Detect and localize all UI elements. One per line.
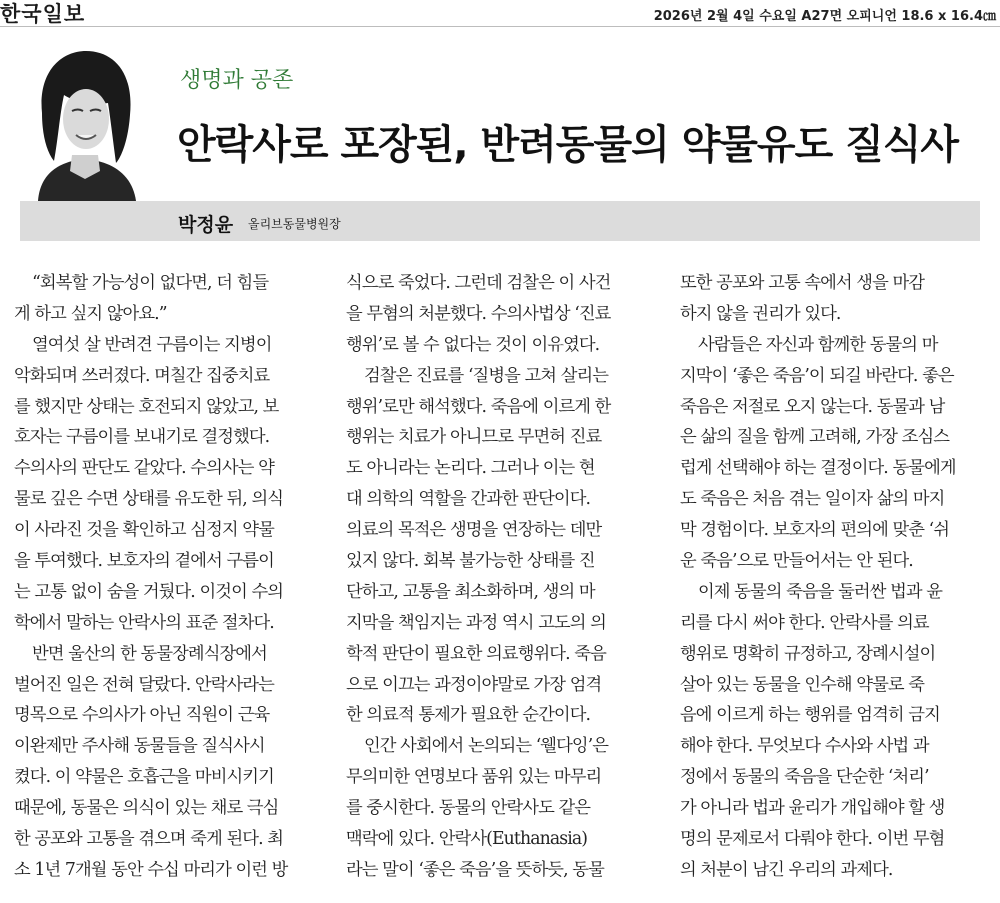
article-text-line: 물로 깊은 수면 상태를 유도한 뒤, 의식 <box>14 489 284 510</box>
article-text-line: 또한 공포와 고통 속에서 생을 마감 <box>680 273 925 293</box>
byline-bar <box>20 201 980 241</box>
article-text-line: 을 투여했다. 보호자의 곁에서 구름이 <box>14 551 274 572</box>
article-text-line: 리를 다시 써야 한다. 안락사를 의료 <box>680 612 929 633</box>
article-text-line: 호자는 구름이를 보내기로 결정했다. <box>14 427 270 448</box>
article-text-line: 열여섯 살 반려견 구름이는 지병이 <box>32 334 272 355</box>
article-text-line: 가 아니라 법과 윤리가 개입해야 할 생 <box>680 798 945 819</box>
article-text-line: 도 아니라는 논리다. 그러나 이는 현 <box>346 458 595 479</box>
article-text-line: 죽음은 저절로 오지 않는다. 동물과 남 <box>680 396 945 417</box>
article-text-line: 한 공포와 고통을 겪으며 죽게 된다. 최 <box>14 829 284 850</box>
article-text-line: 이제 동물의 죽음을 둘러싼 법과 윤 <box>698 581 943 602</box>
article-text-line: 명의 문제로서 다뤄야 한다. 이번 무혐 <box>680 829 945 850</box>
article-text-line: 수의사의 판단도 같았다. 수의사는 약 <box>14 458 274 479</box>
article-text-line: 하지 않을 권리가 있다. <box>680 303 841 324</box>
article-column-1 <box>14 268 324 886</box>
article-text-line: 맥락에 있다. 안락사(Euthanasia) <box>346 829 588 850</box>
article-text-line: 단하고, 고통을 최소화하며, 생의 마 <box>346 581 595 602</box>
newspaper-name: 한국일보 <box>0 2 86 26</box>
article-text-line: 의료의 목적은 생명을 연장하는 데만 <box>346 520 602 541</box>
article-text-line: 때문에, 동물은 의식이 있는 채로 극심 <box>14 798 279 819</box>
author-photo <box>20 43 150 201</box>
author-name: 박정윤 <box>178 214 234 236</box>
article-text-line: 행위로 명확히 규정하고, 장례시설이 <box>680 643 936 664</box>
article-text-line: 학적 판단이 필요한 의료행위다. 죽음 <box>346 643 606 664</box>
article-text-line: 의 처분이 남긴 우리의 과제다. <box>680 859 893 880</box>
article-text-line: 을 무혐의 처분했다. 수의사법상 ‘진료 <box>346 303 611 324</box>
article-column-3 <box>680 268 990 886</box>
article-text-line: 행위’로 볼 수 없다는 것이 이유였다. <box>346 334 600 355</box>
article-text-line: 무의미한 연명보다 품위 있는 마무리 <box>346 767 602 788</box>
article-text-line: “회복할 가능성이 없다면, 더 힘들 <box>32 273 269 293</box>
article-text-line: 지막이 ‘좋은 죽음’이 되길 바란다. 좋은 <box>680 365 954 386</box>
article-text-line: 으로 이끄는 과정이야말로 가장 엄격 <box>346 674 602 695</box>
column-kicker: 생명과 공존 <box>180 68 294 93</box>
article-text-line: 있지 않다. 회복 불가능한 상태를 진 <box>346 551 595 572</box>
article-text-line: 를 했지만 상태는 호전되지 않았고, 보 <box>14 396 279 417</box>
article-text-line: 인간 사회에서 논의되는 ‘웰다잉’은 <box>364 736 609 757</box>
author-title: 올리브동물병원장 <box>248 217 341 231</box>
article-text-line: 소 1년 7개월 동안 수십 마리가 이런 방 <box>14 859 288 880</box>
article-text-line: 라는 말이 ‘좋은 죽음’을 뜻하듯, 동물 <box>346 859 604 880</box>
article-text-line: 행위는 치료가 아니므로 무면허 진료 <box>346 427 602 448</box>
article-text-line: 행위’로만 해석했다. 죽음에 이르게 한 <box>346 396 611 417</box>
article-text-line: 대 의학의 역할을 간과한 판단이다. <box>346 489 591 510</box>
article-text-line: 정에서 동물의 죽음을 단순한 ‘처리’ <box>680 767 929 788</box>
article-text-line: 검찰은 진료를 ‘질병을 고쳐 살리는 <box>364 365 609 386</box>
article-text-line: 이 사라진 것을 확인하고 심정지 약물 <box>14 520 274 541</box>
article-text-line: 살아 있는 동물을 인수해 약물로 죽 <box>680 674 925 695</box>
newspaper-masthead <box>0 0 1000 27</box>
article-text-line: 지막을 책임지는 과정 역시 고도의 의 <box>346 612 606 633</box>
article-text-line: 럽게 선택해야 하는 결정이다. 동물에게 <box>680 458 956 479</box>
article-column-2 <box>346 268 656 886</box>
article-headline: 안락사로 포장된, 반려동물의 약물유도 질식사 <box>177 122 959 168</box>
article-text-line: 켰다. 이 약물은 호흡근을 마비시키기 <box>14 767 274 788</box>
article-text-line: 벌어진 일은 전혀 달랐다. 안락사라는 <box>14 674 274 695</box>
article-text-line: 음에 이르게 하는 행위를 엄격히 금지 <box>680 705 940 726</box>
article-text-line: 막 경험이다. 보호자의 편의에 맞춘 ‘쉬 <box>680 520 950 541</box>
edition-info: 2026년 2월 4일 수요일 A27면 오피니언 18.6 x 16.4㎝ <box>653 9 996 24</box>
article-text-line: 사람들은 자신과 함께한 동물의 마 <box>698 334 938 355</box>
article-text-line: 이완제만 주사해 동물들을 질식사시 <box>14 736 265 757</box>
article-text-line: 게 하고 싶지 않아요.” <box>14 303 167 324</box>
article-text-line: 악화되며 쓰러졌다. 며칠간 집중치료 <box>14 365 270 386</box>
article-text-line: 학에서 말하는 안락사의 표준 절차다. <box>14 612 274 633</box>
article-text-line: 는 고통 없이 숨을 거뒀다. 이것이 수의 <box>14 581 284 602</box>
article-text-line: 명목으로 수의사가 아닌 직원이 근육 <box>14 705 270 726</box>
article-text-line: 운 죽음’으로 만들어서는 안 된다. <box>680 551 913 572</box>
article-text-line: 은 삶의 질을 함께 고려해, 가장 조심스 <box>680 427 950 448</box>
article-text-line: 를 중시한다. 동물의 안락사도 같은 <box>346 798 591 819</box>
article-text-line: 해야 한다. 무엇보다 수사와 사법 과 <box>680 736 929 757</box>
article-text-line: 도 죽음은 처음 겪는 일이자 삶의 마지 <box>680 489 945 510</box>
article-text-line: 반면 울산의 한 동물장례식장에서 <box>32 643 267 664</box>
article-text-line: 식으로 죽었다. 그런데 검찰은 이 사건 <box>346 273 611 293</box>
article-text-line: 한 의료적 통제가 필요한 순간이다. <box>346 705 591 726</box>
